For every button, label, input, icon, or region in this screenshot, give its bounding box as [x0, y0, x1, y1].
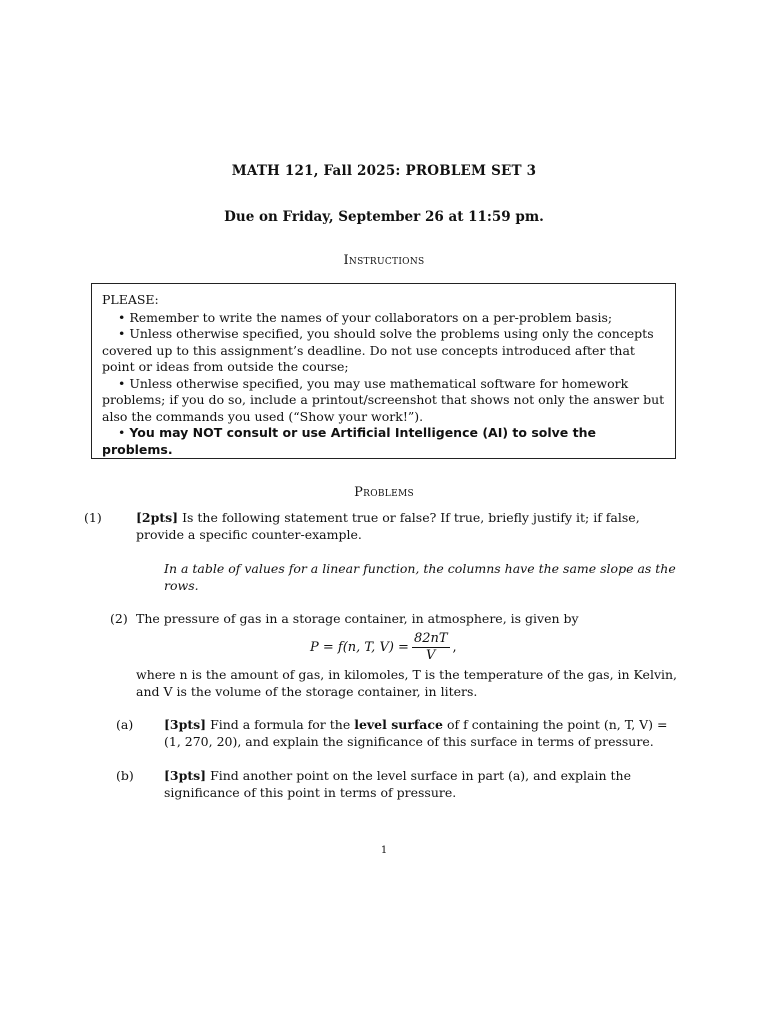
problem-text: The pressure of gas in a storage container, in atmosphere, is given by — [136, 611, 579, 626]
please-label: PLEASE: — [102, 292, 159, 307]
page-number: 1 — [380, 845, 388, 856]
part-label: (b) — [116, 768, 134, 783]
part-label: (a) — [116, 717, 134, 732]
part-text: Find another point on the level surface in part (a), and explain the significance of this point in terms of pressure. — [164, 768, 631, 800]
points-badge: [3pts] — [164, 717, 207, 732]
part-text-before: Find a formula for the — [210, 717, 351, 732]
ai-warning: You may NOT consult or use Artificial Intelligence (AI) to solve the problems. — [102, 425, 596, 457]
page-title: MATH 121, Fall 2025: PROBLEM SET 3 — [231, 163, 537, 179]
formula-fraction — [412, 631, 450, 664]
points-badge: [3pts] — [164, 768, 207, 783]
problem-text: Is the following statement true or false? If true, briefly justify it; if false, provide a specific counter-example. — [136, 510, 640, 542]
formula-lhs: P = f(n, T, V) = — [310, 640, 409, 655]
due-date: Due on Friday, September 26 at 11:59 pm. — [224, 209, 544, 225]
formula-denominator: V — [426, 648, 436, 663]
problem-2 — [110, 611, 680, 628]
problems-heading: Problems — [354, 485, 414, 500]
problem-2-variables: where n is the amount of gas, in kilomoles, T is the temperature of the gas, in Kelvin, and V is the volume of the storage container, in liters. — [136, 667, 678, 699]
problem-2a — [116, 717, 680, 750]
bullet: • — [118, 425, 126, 440]
formula-numerator: 82nT — [413, 631, 448, 646]
instruction-item: • Remember to write the names of your collaborators on a per-problem basis; — [118, 309, 613, 325]
part-text-after: of f containing the point (n, T, V) = (1, 270, 20), and explain the significance of this surface in terms of pressure. — [164, 717, 668, 749]
instruction-item-ai — [102, 425, 665, 458]
problem-2b — [116, 768, 680, 801]
problem-1 — [84, 510, 680, 543]
problem-number: (2) — [110, 611, 128, 626]
points-badge: [2pts] — [136, 510, 179, 525]
instruction-item: • Unless otherwise specified, you should solve the problems using only the concepts covered up to this assignment’s deadline. Do not use concepts introduced after that point or ideas from outside the course; — [102, 326, 654, 374]
instructions-box — [91, 283, 676, 459]
instructions-heading: Instructions — [343, 253, 425, 268]
instruction-item: • Unless otherwise specified, you may use mathematical software for homework problems; if you do so, include a printout/screenshot that shows not only the answer but also the commands you used (“Show your work!”). — [102, 375, 665, 424]
problem-number: (1) — [84, 510, 102, 525]
pressure-formula — [310, 631, 457, 664]
formula-tail: , — [452, 640, 457, 655]
problem-1-statement: In a table of values for a linear function, the columns have the same slope as the rows. — [164, 561, 676, 593]
level-surface-term: level surface — [354, 717, 443, 732]
